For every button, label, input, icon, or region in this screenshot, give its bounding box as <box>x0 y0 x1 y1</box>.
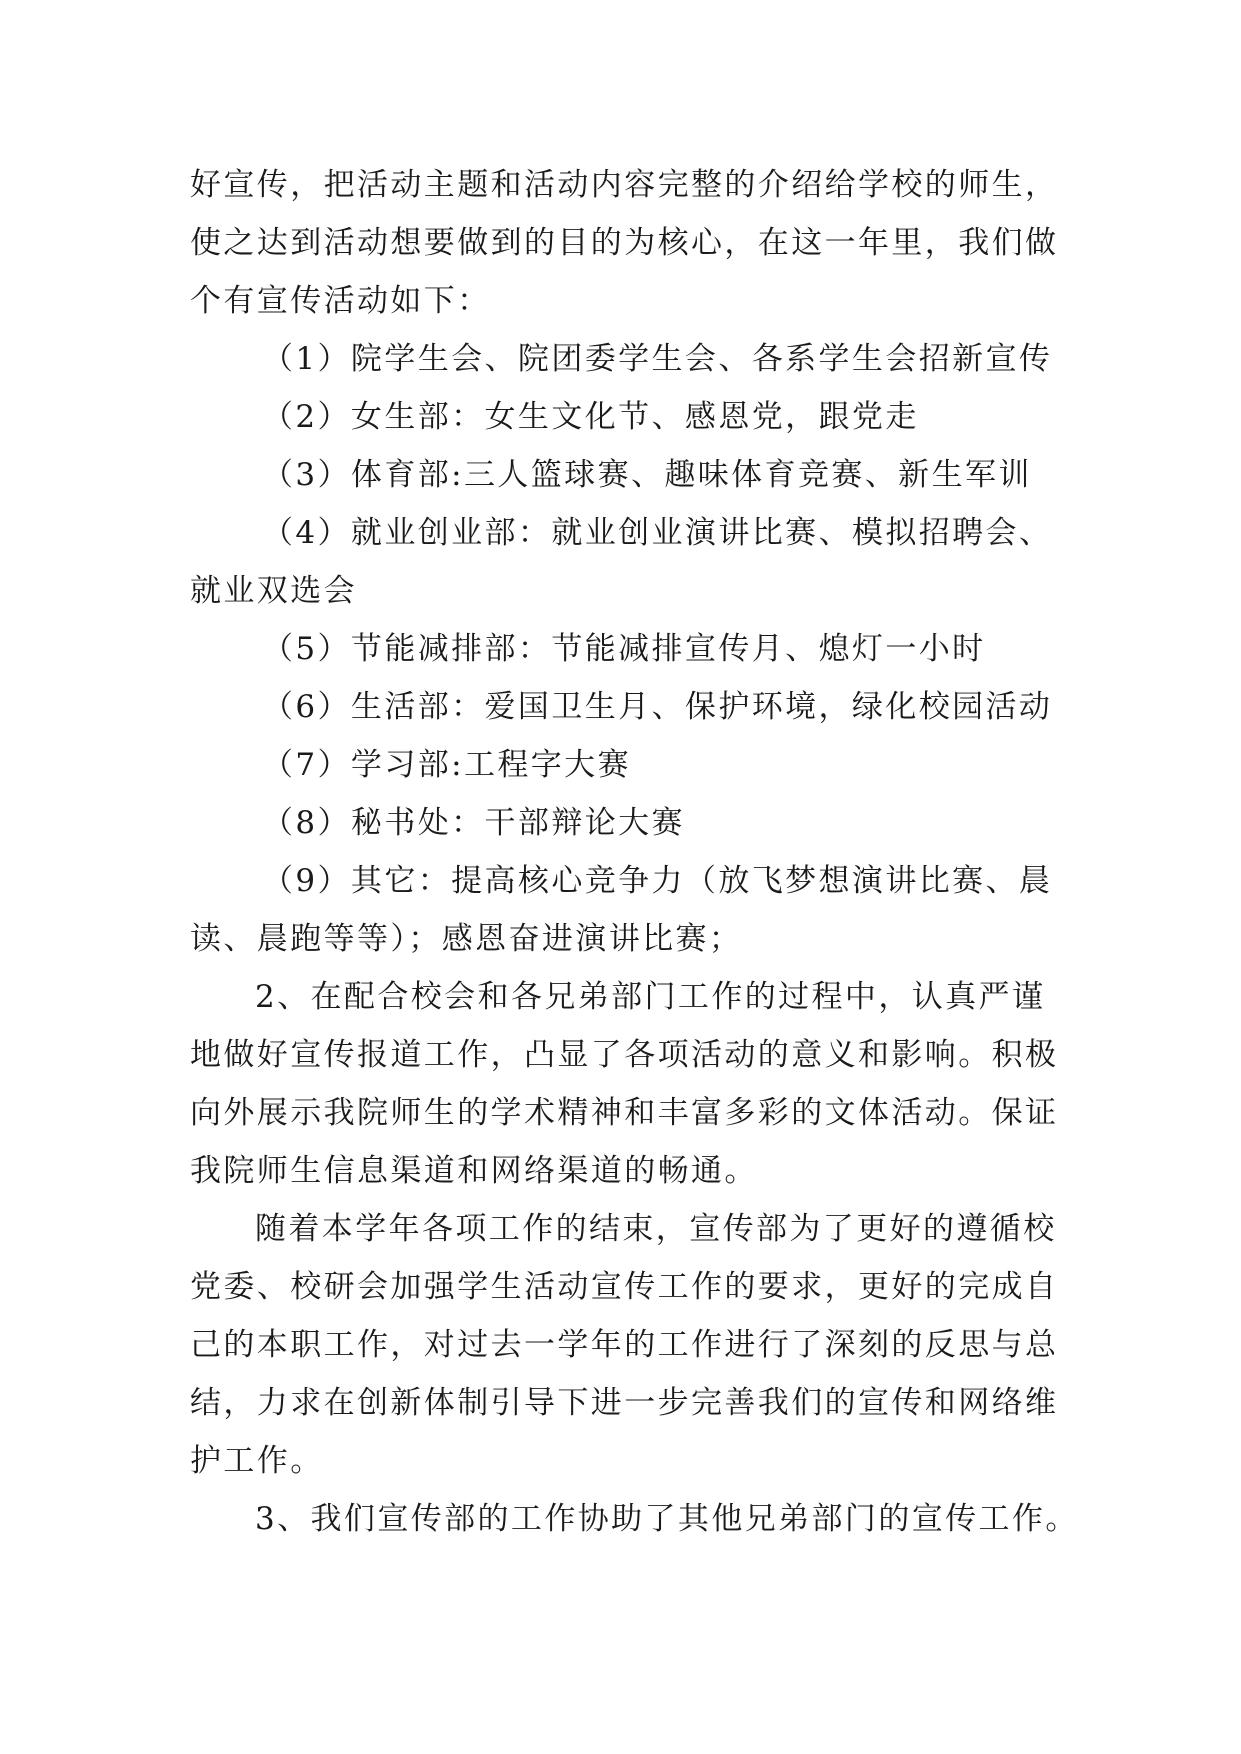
list-item: （7）学习部:工程字大赛 <box>262 747 631 783</box>
text-line: 使之达到活动想要做到的目的为核心，在这一年里，我们做 <box>190 225 1059 261</box>
paragraph-line: 3、我们宣传部的工作协助了其他兄弟部门的宣传工作。 <box>255 1501 1079 1537</box>
text-line: 好宣传，把活动主题和活动内容完整的介绍给学校的师生， <box>190 167 1059 203</box>
list-item: （9）其它：提高核心竞争力（放飞梦想演讲比赛、晨 <box>262 863 1053 899</box>
list-item: （8）秘书处：干部辩论大赛 <box>262 805 685 841</box>
paragraph-line: 我院师生信息渠道和网络渠道的畅通。 <box>190 1153 758 1189</box>
list-item: （6）生活部：爱国卫生月、保护环境，绿化校园活动 <box>262 689 1053 725</box>
text-line: 就业双选会 <box>190 573 357 609</box>
paragraph-line: 随着本学年各项工作的结束，宣传部为了更好的遵循校 <box>255 1211 1057 1247</box>
paragraph-line: 向外展示我院师生的学术精神和丰富多彩的文体活动。保证 <box>190 1095 1059 1131</box>
text-line: 读、晨跑等等）；感恩奋进演讲比赛； <box>190 921 743 957</box>
text-line: 个有宣传活动如下： <box>190 283 491 319</box>
paragraph-line: 结，力求在创新体制引导下进一步完善我们的宣传和网络维 <box>190 1385 1059 1421</box>
list-item: （3）体育部:三人篮球赛、趣味体育竞赛、新生军训 <box>262 457 1032 493</box>
paragraph-line: 2、在配合校会和各兄弟部门工作的过程中，认真严谨 <box>255 979 1046 1015</box>
list-item: （1）院学生会、院团委学生会、各系学生会招新宣传 <box>262 341 1053 377</box>
list-item: （4）就业创业部：就业创业演讲比赛、模拟招聘会、 <box>262 515 1053 551</box>
paragraph-line: 护工作。 <box>190 1443 324 1479</box>
list-item: （2）女生部：女生文化节、感恩党，跟党走 <box>262 399 919 435</box>
paragraph-line: 己的本职工作，对过去一学年的工作进行了深刻的反思与总 <box>190 1327 1059 1363</box>
paragraph-line: 地做好宣传报道工作，凸显了各项活动的意义和影响。积极 <box>190 1037 1059 1073</box>
paragraph-line: 党委、校研会加强学生活动宣传工作的要求，更好的完成自 <box>190 1269 1059 1305</box>
list-item: （5）节能减排部：节能减排宣传月、熄灯一小时 <box>262 631 986 667</box>
